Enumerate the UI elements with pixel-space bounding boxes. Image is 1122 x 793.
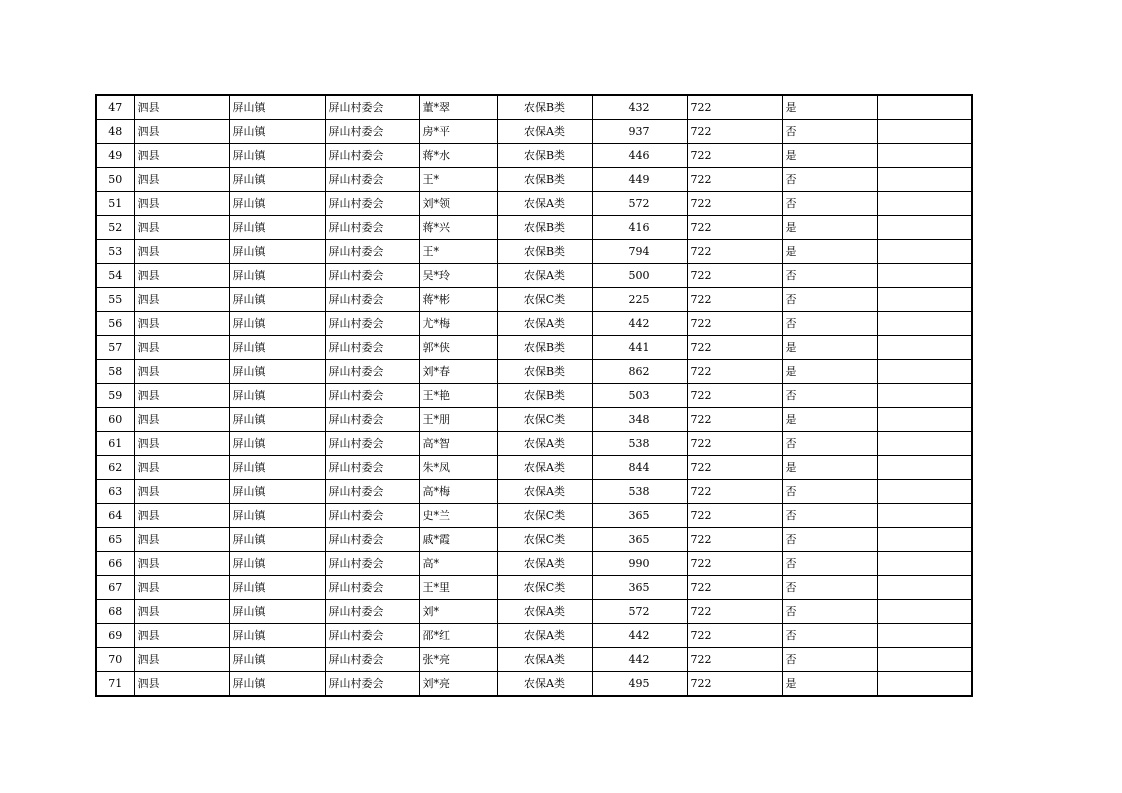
code-cell: 722 bbox=[687, 624, 782, 648]
row-number-cell: 63 bbox=[96, 480, 134, 504]
row-number-cell: 70 bbox=[96, 648, 134, 672]
remark-cell bbox=[877, 480, 972, 504]
county-cell: 泗县 bbox=[134, 408, 229, 432]
table-row bbox=[96, 528, 972, 552]
village-cell: 屏山村委会 bbox=[325, 408, 419, 432]
amount-cell: 495 bbox=[592, 672, 687, 697]
amount-cell: 500 bbox=[592, 264, 687, 288]
remark-cell bbox=[877, 672, 972, 697]
row-number-cell: 67 bbox=[96, 576, 134, 600]
yes-no-cell: 否 bbox=[782, 600, 877, 624]
insurance-type-cell: 农保A类 bbox=[497, 192, 592, 216]
village-cell: 屏山村委会 bbox=[325, 624, 419, 648]
remark-cell bbox=[877, 360, 972, 384]
row-number-cell: 55 bbox=[96, 288, 134, 312]
village-cell: 屏山村委会 bbox=[325, 240, 419, 264]
village-cell: 屏山村委会 bbox=[325, 336, 419, 360]
insurance-type-cell: 农保B类 bbox=[497, 95, 592, 120]
person-name-cell: 朱*凤 bbox=[419, 456, 497, 480]
person-name-cell: 王*艳 bbox=[419, 384, 497, 408]
person-name-cell: 王*朋 bbox=[419, 408, 497, 432]
insurance-type-cell: 农保A类 bbox=[497, 648, 592, 672]
code-cell: 722 bbox=[687, 192, 782, 216]
amount-cell: 572 bbox=[592, 192, 687, 216]
town-cell: 屏山镇 bbox=[229, 120, 325, 144]
remark-cell bbox=[877, 504, 972, 528]
village-cell: 屏山村委会 bbox=[325, 120, 419, 144]
row-number-cell: 52 bbox=[96, 216, 134, 240]
insurance-type-cell: 农保B类 bbox=[497, 336, 592, 360]
table-row bbox=[96, 95, 972, 120]
row-number-cell: 54 bbox=[96, 264, 134, 288]
remark-cell bbox=[877, 408, 972, 432]
code-cell: 722 bbox=[687, 240, 782, 264]
table-row bbox=[96, 504, 972, 528]
code-cell: 722 bbox=[687, 384, 782, 408]
county-cell: 泗县 bbox=[134, 528, 229, 552]
village-cell: 屏山村委会 bbox=[325, 552, 419, 576]
amount-cell: 538 bbox=[592, 432, 687, 456]
town-cell: 屏山镇 bbox=[229, 384, 325, 408]
row-number-cell: 71 bbox=[96, 672, 134, 697]
table-row bbox=[96, 384, 972, 408]
town-cell: 屏山镇 bbox=[229, 432, 325, 456]
town-cell: 屏山镇 bbox=[229, 360, 325, 384]
code-cell: 722 bbox=[687, 336, 782, 360]
village-cell: 屏山村委会 bbox=[325, 168, 419, 192]
insurance-type-cell: 农保B类 bbox=[497, 144, 592, 168]
town-cell: 屏山镇 bbox=[229, 240, 325, 264]
remark-cell bbox=[877, 384, 972, 408]
amount-cell: 365 bbox=[592, 504, 687, 528]
amount-cell: 794 bbox=[592, 240, 687, 264]
code-cell: 722 bbox=[687, 456, 782, 480]
amount-cell: 442 bbox=[592, 624, 687, 648]
insurance-type-cell: 农保C类 bbox=[497, 504, 592, 528]
person-name-cell: 房*平 bbox=[419, 120, 497, 144]
row-number-cell: 48 bbox=[96, 120, 134, 144]
town-cell: 屏山镇 bbox=[229, 95, 325, 120]
code-cell: 722 bbox=[687, 432, 782, 456]
person-name-cell: 蒋*兴 bbox=[419, 216, 497, 240]
remark-cell bbox=[877, 456, 972, 480]
insurance-type-cell: 农保A类 bbox=[497, 264, 592, 288]
remark-cell bbox=[877, 648, 972, 672]
county-cell: 泗县 bbox=[134, 576, 229, 600]
code-cell: 722 bbox=[687, 672, 782, 697]
yes-no-cell: 否 bbox=[782, 432, 877, 456]
town-cell: 屏山镇 bbox=[229, 168, 325, 192]
county-cell: 泗县 bbox=[134, 600, 229, 624]
person-name-cell: 郭*侠 bbox=[419, 336, 497, 360]
amount-cell: 538 bbox=[592, 480, 687, 504]
remark-cell bbox=[877, 288, 972, 312]
town-cell: 屏山镇 bbox=[229, 456, 325, 480]
yes-no-cell: 是 bbox=[782, 240, 877, 264]
yes-no-cell: 否 bbox=[782, 528, 877, 552]
town-cell: 屏山镇 bbox=[229, 480, 325, 504]
insurance-type-cell: 农保A类 bbox=[497, 624, 592, 648]
code-cell: 722 bbox=[687, 528, 782, 552]
row-number-cell: 65 bbox=[96, 528, 134, 552]
remark-cell bbox=[877, 552, 972, 576]
town-cell: 屏山镇 bbox=[229, 624, 325, 648]
county-cell: 泗县 bbox=[134, 672, 229, 697]
yes-no-cell: 否 bbox=[782, 576, 877, 600]
row-number-cell: 66 bbox=[96, 552, 134, 576]
county-cell: 泗县 bbox=[134, 264, 229, 288]
code-cell: 722 bbox=[687, 504, 782, 528]
code-cell: 722 bbox=[687, 216, 782, 240]
amount-cell: 572 bbox=[592, 600, 687, 624]
person-name-cell: 尤*梅 bbox=[419, 312, 497, 336]
person-name-cell: 王* bbox=[419, 168, 497, 192]
code-cell: 722 bbox=[687, 144, 782, 168]
county-cell: 泗县 bbox=[134, 216, 229, 240]
insurance-type-cell: 农保C类 bbox=[497, 408, 592, 432]
table-row bbox=[96, 576, 972, 600]
county-cell: 泗县 bbox=[134, 312, 229, 336]
insurance-type-cell: 农保A类 bbox=[497, 672, 592, 697]
insurance-type-cell: 农保B类 bbox=[497, 240, 592, 264]
yes-no-cell: 否 bbox=[782, 168, 877, 192]
county-cell: 泗县 bbox=[134, 168, 229, 192]
person-name-cell: 张*亮 bbox=[419, 648, 497, 672]
amount-cell: 937 bbox=[592, 120, 687, 144]
yes-no-cell: 否 bbox=[782, 120, 877, 144]
row-number-cell: 58 bbox=[96, 360, 134, 384]
person-name-cell: 高* bbox=[419, 552, 497, 576]
table-row bbox=[96, 360, 972, 384]
person-name-cell: 王* bbox=[419, 240, 497, 264]
row-number-cell: 64 bbox=[96, 504, 134, 528]
village-cell: 屏山村委会 bbox=[325, 95, 419, 120]
insurance-type-cell: 农保B类 bbox=[497, 216, 592, 240]
county-cell: 泗县 bbox=[134, 144, 229, 168]
village-cell: 屏山村委会 bbox=[325, 648, 419, 672]
code-cell: 722 bbox=[687, 264, 782, 288]
village-cell: 屏山村委会 bbox=[325, 432, 419, 456]
row-number-cell: 57 bbox=[96, 336, 134, 360]
person-name-cell: 高*智 bbox=[419, 432, 497, 456]
village-cell: 屏山村委会 bbox=[325, 528, 419, 552]
village-cell: 屏山村委会 bbox=[325, 264, 419, 288]
row-number-cell: 56 bbox=[96, 312, 134, 336]
village-cell: 屏山村委会 bbox=[325, 192, 419, 216]
row-number-cell: 60 bbox=[96, 408, 134, 432]
amount-cell: 446 bbox=[592, 144, 687, 168]
insurance-type-cell: 农保C类 bbox=[497, 576, 592, 600]
insurance-type-cell: 农保C类 bbox=[497, 288, 592, 312]
remark-cell bbox=[877, 600, 972, 624]
table-row bbox=[96, 432, 972, 456]
person-name-cell: 吴*玲 bbox=[419, 264, 497, 288]
amount-cell: 449 bbox=[592, 168, 687, 192]
person-name-cell: 刘*亮 bbox=[419, 672, 497, 697]
insurance-type-cell: 农保A类 bbox=[497, 312, 592, 336]
amount-cell: 441 bbox=[592, 336, 687, 360]
data-table bbox=[95, 94, 973, 697]
remark-cell bbox=[877, 576, 972, 600]
table-row bbox=[96, 624, 972, 648]
county-cell: 泗县 bbox=[134, 648, 229, 672]
county-cell: 泗县 bbox=[134, 336, 229, 360]
row-number-cell: 61 bbox=[96, 432, 134, 456]
county-cell: 泗县 bbox=[134, 192, 229, 216]
amount-cell: 862 bbox=[592, 360, 687, 384]
village-cell: 屏山村委会 bbox=[325, 144, 419, 168]
yes-no-cell: 是 bbox=[782, 408, 877, 432]
remark-cell bbox=[877, 192, 972, 216]
yes-no-cell: 否 bbox=[782, 288, 877, 312]
village-cell: 屏山村委会 bbox=[325, 576, 419, 600]
town-cell: 屏山镇 bbox=[229, 144, 325, 168]
person-name-cell: 戚*霞 bbox=[419, 528, 497, 552]
county-cell: 泗县 bbox=[134, 384, 229, 408]
row-number-cell: 53 bbox=[96, 240, 134, 264]
code-cell: 722 bbox=[687, 360, 782, 384]
remark-cell bbox=[877, 312, 972, 336]
table-row bbox=[96, 456, 972, 480]
town-cell: 屏山镇 bbox=[229, 312, 325, 336]
county-cell: 泗县 bbox=[134, 95, 229, 120]
remark-cell bbox=[877, 216, 972, 240]
amount-cell: 416 bbox=[592, 216, 687, 240]
county-cell: 泗县 bbox=[134, 240, 229, 264]
county-cell: 泗县 bbox=[134, 552, 229, 576]
code-cell: 722 bbox=[687, 95, 782, 120]
person-name-cell: 高*梅 bbox=[419, 480, 497, 504]
amount-cell: 348 bbox=[592, 408, 687, 432]
insurance-type-cell: 农保A类 bbox=[497, 600, 592, 624]
village-cell: 屏山村委会 bbox=[325, 384, 419, 408]
table-row bbox=[96, 648, 972, 672]
table-row bbox=[96, 336, 972, 360]
county-cell: 泗县 bbox=[134, 120, 229, 144]
yes-no-cell: 否 bbox=[782, 480, 877, 504]
village-cell: 屏山村委会 bbox=[325, 456, 419, 480]
remark-cell bbox=[877, 336, 972, 360]
yes-no-cell: 否 bbox=[782, 312, 877, 336]
town-cell: 屏山镇 bbox=[229, 408, 325, 432]
code-cell: 722 bbox=[687, 648, 782, 672]
row-number-cell: 69 bbox=[96, 624, 134, 648]
table-row bbox=[96, 144, 972, 168]
row-number-cell: 47 bbox=[96, 95, 134, 120]
remark-cell bbox=[877, 624, 972, 648]
person-name-cell: 王*里 bbox=[419, 576, 497, 600]
row-number-cell: 49 bbox=[96, 144, 134, 168]
yes-no-cell: 否 bbox=[782, 192, 877, 216]
town-cell: 屏山镇 bbox=[229, 600, 325, 624]
county-cell: 泗县 bbox=[134, 456, 229, 480]
town-cell: 屏山镇 bbox=[229, 576, 325, 600]
insurance-type-cell: 农保A类 bbox=[497, 432, 592, 456]
town-cell: 屏山镇 bbox=[229, 336, 325, 360]
insurance-type-cell: 农保B类 bbox=[497, 384, 592, 408]
table-row bbox=[96, 264, 972, 288]
row-number-cell: 62 bbox=[96, 456, 134, 480]
code-cell: 722 bbox=[687, 576, 782, 600]
person-name-cell: 史*兰 bbox=[419, 504, 497, 528]
remark-cell bbox=[877, 264, 972, 288]
remark-cell bbox=[877, 432, 972, 456]
amount-cell: 225 bbox=[592, 288, 687, 312]
yes-no-cell: 是 bbox=[782, 360, 877, 384]
village-cell: 屏山村委会 bbox=[325, 504, 419, 528]
amount-cell: 365 bbox=[592, 528, 687, 552]
code-cell: 722 bbox=[687, 288, 782, 312]
table-row bbox=[96, 312, 972, 336]
person-name-cell: 刘* bbox=[419, 600, 497, 624]
yes-no-cell: 否 bbox=[782, 552, 877, 576]
table-row bbox=[96, 216, 972, 240]
insurance-type-cell: 农保A类 bbox=[497, 480, 592, 504]
amount-cell: 442 bbox=[592, 648, 687, 672]
yes-no-cell: 否 bbox=[782, 264, 877, 288]
row-number-cell: 51 bbox=[96, 192, 134, 216]
table-row bbox=[96, 672, 972, 697]
table-row bbox=[96, 168, 972, 192]
amount-cell: 503 bbox=[592, 384, 687, 408]
yes-no-cell: 是 bbox=[782, 95, 877, 120]
amount-cell: 844 bbox=[592, 456, 687, 480]
person-name-cell: 刘*春 bbox=[419, 360, 497, 384]
town-cell: 屏山镇 bbox=[229, 528, 325, 552]
table-row bbox=[96, 192, 972, 216]
county-cell: 泗县 bbox=[134, 504, 229, 528]
remark-cell bbox=[877, 120, 972, 144]
person-name-cell: 刘*领 bbox=[419, 192, 497, 216]
row-number-cell: 59 bbox=[96, 384, 134, 408]
amount-cell: 365 bbox=[592, 576, 687, 600]
table-row bbox=[96, 408, 972, 432]
county-cell: 泗县 bbox=[134, 288, 229, 312]
town-cell: 屏山镇 bbox=[229, 192, 325, 216]
village-cell: 屏山村委会 bbox=[325, 216, 419, 240]
remark-cell bbox=[877, 144, 972, 168]
person-name-cell: 邵*红 bbox=[419, 624, 497, 648]
town-cell: 屏山镇 bbox=[229, 264, 325, 288]
insurance-type-cell: 农保A类 bbox=[497, 120, 592, 144]
village-cell: 屏山村委会 bbox=[325, 360, 419, 384]
table-row bbox=[96, 552, 972, 576]
insurance-type-cell: 农保A类 bbox=[497, 456, 592, 480]
yes-no-cell: 否 bbox=[782, 648, 877, 672]
village-cell: 屏山村委会 bbox=[325, 480, 419, 504]
row-number-cell: 68 bbox=[96, 600, 134, 624]
remark-cell bbox=[877, 95, 972, 120]
row-number-cell: 50 bbox=[96, 168, 134, 192]
remark-cell bbox=[877, 240, 972, 264]
insurance-type-cell: 农保B类 bbox=[497, 360, 592, 384]
village-cell: 屏山村委会 bbox=[325, 312, 419, 336]
person-name-cell: 董*翠 bbox=[419, 95, 497, 120]
county-cell: 泗县 bbox=[134, 432, 229, 456]
village-cell: 屏山村委会 bbox=[325, 288, 419, 312]
insurance-type-cell: 农保B类 bbox=[497, 168, 592, 192]
code-cell: 722 bbox=[687, 480, 782, 504]
code-cell: 722 bbox=[687, 120, 782, 144]
town-cell: 屏山镇 bbox=[229, 672, 325, 697]
yes-no-cell: 否 bbox=[782, 384, 877, 408]
village-cell: 屏山村委会 bbox=[325, 600, 419, 624]
table-row bbox=[96, 480, 972, 504]
code-cell: 722 bbox=[687, 552, 782, 576]
person-name-cell: 蒋*水 bbox=[419, 144, 497, 168]
town-cell: 屏山镇 bbox=[229, 504, 325, 528]
yes-no-cell: 是 bbox=[782, 144, 877, 168]
amount-cell: 432 bbox=[592, 95, 687, 120]
yes-no-cell: 是 bbox=[782, 456, 877, 480]
table-row bbox=[96, 240, 972, 264]
amount-cell: 990 bbox=[592, 552, 687, 576]
county-cell: 泗县 bbox=[134, 624, 229, 648]
amount-cell: 442 bbox=[592, 312, 687, 336]
table-row bbox=[96, 600, 972, 624]
remark-cell bbox=[877, 168, 972, 192]
yes-no-cell: 是 bbox=[782, 672, 877, 697]
town-cell: 屏山镇 bbox=[229, 288, 325, 312]
remark-cell bbox=[877, 528, 972, 552]
yes-no-cell: 否 bbox=[782, 504, 877, 528]
yes-no-cell: 是 bbox=[782, 216, 877, 240]
county-cell: 泗县 bbox=[134, 480, 229, 504]
table-body bbox=[96, 95, 972, 696]
person-name-cell: 蒋*彬 bbox=[419, 288, 497, 312]
yes-no-cell: 否 bbox=[782, 624, 877, 648]
insurance-type-cell: 农保A类 bbox=[497, 552, 592, 576]
town-cell: 屏山镇 bbox=[229, 216, 325, 240]
town-cell: 屏山镇 bbox=[229, 552, 325, 576]
table-row bbox=[96, 120, 972, 144]
code-cell: 722 bbox=[687, 408, 782, 432]
town-cell: 屏山镇 bbox=[229, 648, 325, 672]
code-cell: 722 bbox=[687, 312, 782, 336]
yes-no-cell: 是 bbox=[782, 336, 877, 360]
code-cell: 722 bbox=[687, 168, 782, 192]
county-cell: 泗县 bbox=[134, 360, 229, 384]
village-cell: 屏山村委会 bbox=[325, 672, 419, 697]
table-row bbox=[96, 288, 972, 312]
code-cell: 722 bbox=[687, 600, 782, 624]
insurance-type-cell: 农保C类 bbox=[497, 528, 592, 552]
